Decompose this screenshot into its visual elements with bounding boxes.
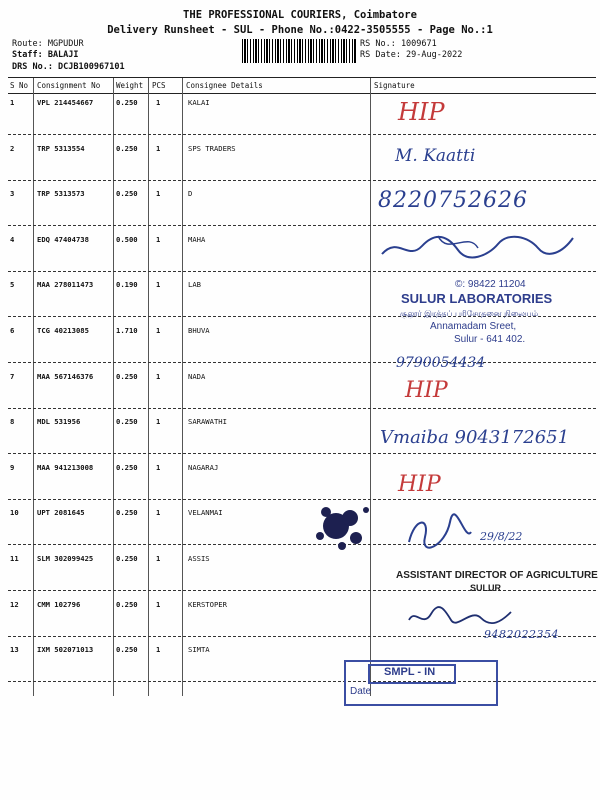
drs-number: DRS No.: DCJB100967101: [12, 62, 125, 72]
signature-row-2: M. Kaatti: [395, 146, 476, 166]
staff-label: Staff: BALAJI: [12, 50, 79, 60]
col-header-consignment: Consignment No: [37, 81, 101, 90]
row-sno: 5: [10, 280, 15, 290]
signature-row-12-scribble: [405, 602, 515, 630]
row-consignment: IXM 502071013: [37, 645, 94, 655]
row-consignment: UPT 2081645: [37, 508, 85, 518]
signature-row-10-date: 29/8/22: [480, 530, 523, 543]
row-separator: [8, 544, 596, 545]
signature-row-1: HIP: [398, 98, 445, 126]
row-sno: 12: [10, 599, 19, 609]
row-separator: [8, 453, 596, 454]
row-separator: [8, 180, 596, 181]
row-consignment: TRP 5313554: [37, 143, 85, 153]
route-label: Route: MGPUDUR: [12, 39, 84, 49]
row-consignee: VELANMAI: [188, 508, 223, 518]
page-subtitle: Delivery Runsheet - SUL - Phone No.:0422-3505555 - Page No.:1: [107, 24, 493, 36]
row-weight: 0.250: [116, 554, 138, 563]
row-consignee: MAHA: [188, 234, 206, 244]
row-sno: 2: [10, 143, 15, 153]
lab-stamp-address-2: Sulur - 641 402.: [454, 334, 526, 345]
row-pcs: 1: [156, 143, 161, 153]
row-separator: [8, 408, 596, 409]
row-weight: 1.710: [116, 326, 138, 335]
row-sno: 6: [10, 326, 15, 335]
row-consignee: SIMTA: [188, 645, 210, 655]
row-consignment: EDQ 47404738: [37, 234, 89, 244]
row-consignee: KERSTOPER: [188, 599, 227, 609]
row-consignment: TCG 40213085: [37, 326, 89, 335]
row-consignee: BHUVA: [188, 326, 210, 335]
col-header-sno: S No: [10, 81, 29, 90]
row-sno: 3: [10, 189, 15, 199]
signature-row-8: Vmaiba 9043172651: [380, 427, 570, 448]
row-consignment: MAA 278011473: [37, 280, 94, 290]
row-pcs: 1: [156, 645, 161, 655]
barcode: [242, 39, 356, 63]
row-pcs: 1: [156, 234, 161, 244]
row-pcs: 1: [156, 189, 161, 199]
col-divider: [33, 78, 34, 696]
lab-stamp-address-1: Annamadam Sreet,: [430, 321, 517, 332]
smpl-stamp-date-label: Date: [350, 686, 372, 697]
row-weight: 0.250: [116, 462, 138, 472]
row-pcs: 1: [156, 326, 161, 335]
row-consignment: CMM 102796: [37, 599, 81, 609]
ink-blot: [306, 490, 378, 562]
row-consignee: SARAWATHI: [188, 417, 227, 427]
row-weight: 0.250: [116, 417, 138, 427]
rs-number: RS No.: 1009671: [360, 39, 437, 49]
agri-stamp-place: SULUR: [470, 583, 501, 593]
row-separator: [8, 362, 596, 363]
row-pcs: 1: [156, 508, 161, 518]
row-pcs: 1: [156, 98, 161, 107]
row-consignee: NAGARAJ: [188, 462, 219, 472]
signature-row-6: 9790054434: [396, 355, 486, 371]
smpl-stamp-label: SMPL - IN: [384, 666, 436, 678]
row-consignment: TRP 5313573: [37, 189, 85, 199]
signature-row-4-scribble: [378, 226, 578, 266]
table-top-border: [8, 77, 596, 78]
row-consignee: D: [188, 189, 193, 199]
row-weight: 0.250: [116, 508, 138, 518]
row-weight: 0.500: [116, 234, 138, 244]
col-divider: [182, 78, 183, 696]
row-sno: 13: [10, 645, 19, 655]
row-consignee: LAB: [188, 280, 201, 290]
rs-date: RS Date: 29-Aug-2022: [360, 50, 463, 60]
row-sno: 1: [10, 98, 15, 107]
col-header-pcs: PCS: [152, 81, 166, 90]
row-consignment: VPL 214454667: [37, 98, 94, 107]
row-consignment: SLM 302099425: [37, 554, 94, 563]
row-separator: [8, 590, 596, 591]
row-consignee: NADA: [188, 371, 206, 381]
row-weight: 0.250: [116, 645, 138, 655]
agri-stamp-title: ASSISTANT DIRECTOR OF AGRICULTURE: [396, 570, 598, 581]
row-weight: 0.250: [116, 98, 138, 107]
signature-row-9: HIP: [398, 472, 441, 497]
row-sno: 11: [10, 554, 19, 563]
row-weight: 0.250: [116, 599, 138, 609]
signature-row-7: HIP: [405, 378, 448, 403]
row-weight: 0.250: [116, 189, 138, 199]
row-separator: [8, 681, 596, 682]
row-consignment: MAA 567146376: [37, 371, 94, 381]
row-separator: [8, 271, 596, 272]
row-weight: 0.250: [116, 371, 138, 381]
lab-stamp-name: SULUR LABORATORIES: [401, 291, 553, 306]
col-divider: [148, 78, 149, 696]
signature-row-12: 9482022354: [484, 628, 559, 641]
row-separator: [8, 134, 596, 135]
row-pcs: 1: [156, 280, 161, 290]
row-consignment: MAA 941213008: [37, 462, 94, 472]
row-consignment: MDL 531956: [37, 417, 81, 427]
page-title: THE PROFESSIONAL COURIERS, Coimbatore: [183, 9, 417, 21]
row-pcs: 1: [156, 462, 161, 472]
row-pcs: 1: [156, 554, 161, 563]
row-consignee: KALAI: [188, 98, 210, 107]
row-weight: 0.250: [116, 143, 138, 153]
row-sno: 4: [10, 234, 15, 244]
row-consignee: ASSIS: [188, 554, 210, 563]
col-divider: [113, 78, 114, 696]
row-pcs: 1: [156, 599, 161, 609]
row-separator: [8, 499, 596, 500]
lab-stamp-tamil: சூலூர் இரத்தப் பரிசோதனை நிலையம்: [400, 309, 539, 318]
col-header-signature: Signature: [374, 81, 415, 90]
row-pcs: 1: [156, 371, 161, 381]
row-sno: 9: [10, 462, 15, 472]
signature-row-3: 8220752626: [378, 188, 528, 213]
row-sno: 10: [10, 508, 19, 518]
signature-row-10-scribble: [405, 512, 475, 552]
row-consignee: SPS TRADERS: [188, 143, 236, 153]
col-divider: [370, 78, 371, 696]
table-header-border: [8, 93, 596, 94]
row-weight: 0.190: [116, 280, 138, 290]
col-header-consignee: Consignee Details: [186, 81, 263, 90]
lab-stamp-phone: ©: 98422 11204: [455, 279, 526, 290]
row-pcs: 1: [156, 417, 161, 427]
col-header-weight: Weight: [116, 81, 144, 90]
row-sno: 7: [10, 371, 15, 381]
row-sno: 8: [10, 417, 15, 427]
